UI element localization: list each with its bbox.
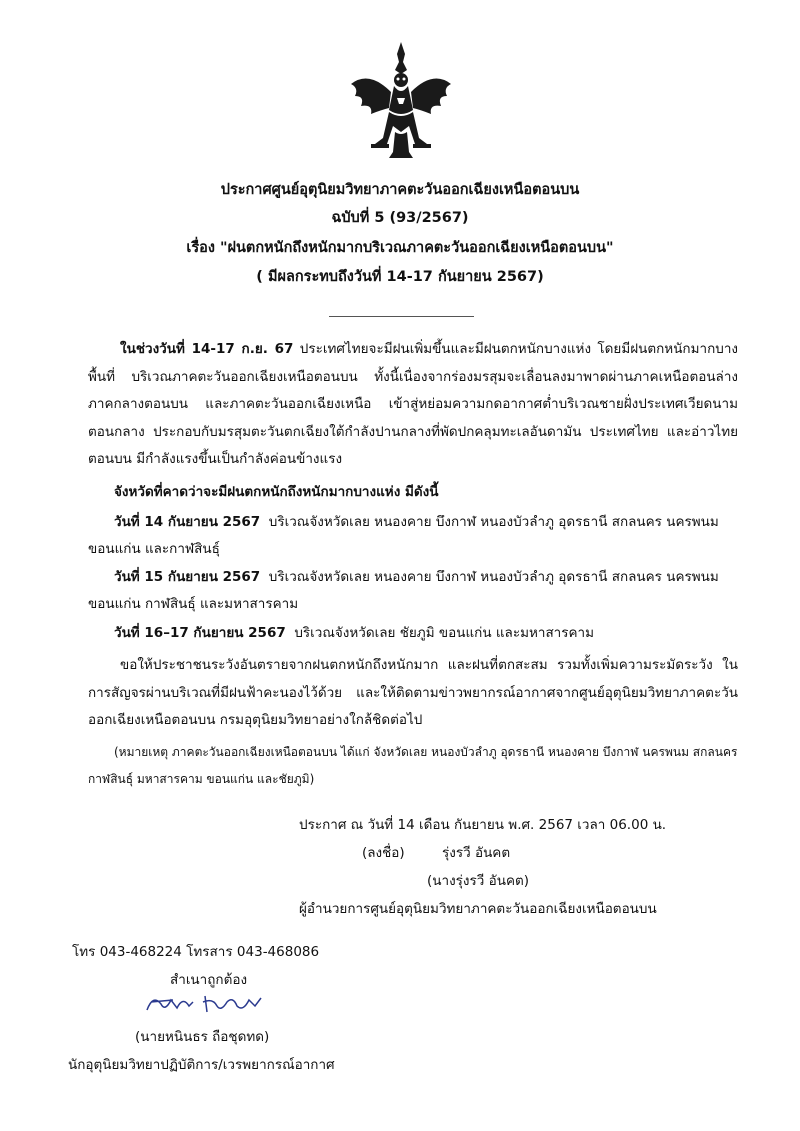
note-line-1: (หมายเหตุ ภาคตะวันออกเฉียงเหนือตอนบน ได้แก่ จังหวัดเลย หนองบัวลำภู อุดรธานี หนองคาย บึงกาฬ นครพนม สกลนคร (114, 745, 738, 759)
note-line-2: กาฬสินธุ์ มหาสารคาม ขอนแก่น และชัยภูมิ) (88, 772, 315, 786)
announcement-title: ประกาศศูนย์อุตุนิยมวิทยาภาคตะวันออกเฉียงเหนือตอนบน (220, 182, 580, 198)
provinces-heading: จังหวัดที่คาดว่าจะมีฝนตกหนักถึงหนักมากบางแห่ง มีดังนี้ (114, 484, 439, 500)
day-entry (114, 565, 719, 587)
day-date: วันที่ 15 กันยายน 2567 (114, 569, 261, 585)
signed-label: (ลงชื่อ) (362, 845, 405, 861)
certified-copy-label: สำเนาถูกต้อง (170, 972, 248, 988)
announcement-date: ประกาศ ณ วันที่ 14 เดือน กันยายน พ.ศ. 2567 เวลา 06.00 น. (299, 817, 667, 833)
subject-line: เรื่อง "ฝนตกหนักถึงหนักมากบริเวณภาคตะวันออกเฉียงเหนือตอนบน" (186, 240, 614, 256)
clerk-position: นักอุตุนิยมวิทยาปฏิบัติการ/เวรพยากรณ์อากาศ (68, 1057, 335, 1073)
day-entry (114, 510, 719, 532)
director-position: ผู้อำนวยการศูนย์อุตุนิยมวิทยาภาคตะวันออกเฉียงเหนือตอนบน (299, 901, 657, 917)
intro-text: ประเทศไทยจะมีฝนเพิ่มขึ้นและมีฝนตกหนักบางแห่ง โดยมีฝนตกหนักมากบางพื้นที่ บริเวณภาคตะวันออกเฉียงเหนือตอนบน ทั้งนี้เนื่องจากร่องมรสุมจะเลื่อนลงมาพาดผ่านภาคเหนือตอนล่าง ภาคกลางตอนบน และภาคตะวันออกเฉียงเหนือ เข้าสู่หย่อมความกดอากาศต่ำบริเวณชายฝั่งประเทศเวียดนามตอนกลาง ประกอบกับมรสุมตะวันตกเฉียงใต้กำลังปานกลางที่พัดปกคลุมทะเลอันดามัน ประเทศไทย และอ่าวไทยตอนบน มีกำลังแรงขึ้นเป็นกำลังค่อนข้างแรง (88, 341, 738, 467)
garuda-emblem-icon (345, 40, 457, 162)
signed-name: รุ่งรวี อันคต (442, 845, 511, 861)
day-date: วันที่ 14 กันยายน 2567 (114, 514, 261, 530)
intro-paragraph (88, 336, 738, 474)
effect-period: ( มีผลกระทบถึงวันที่ 14-17 กันยายน 2567) (256, 269, 544, 285)
issue-number: ฉบับที่ 5 (93/2567) (331, 210, 469, 226)
day-areas: บริเวณจังหวัดเลย ชัยภูมิ ขอนแก่น และมหาสารคาม (294, 625, 595, 641)
day-areas-cont: ขอนแก่น กาฬสินธุ์ และมหาสารคาม (88, 596, 299, 612)
intro-date: ในช่วงวันที่ 14-17 ก.ย. 67 (120, 341, 294, 357)
handwritten-signature (143, 990, 268, 1018)
day-areas: บริเวณจังหวัดเลย หนองคาย บึงกาฬ หนองบัวลำภู อุดรธานี สกลนคร นครพนม (268, 569, 719, 585)
contact-numbers: โทร 043-468224 โทรสาร 043-468086 (72, 944, 320, 960)
clerk-name: (นายหนินธร ถือชุดทด) (135, 1029, 270, 1045)
day-areas-cont: ขอนแก่น และกาฬสินธุ์ (88, 541, 220, 557)
day-date: วันที่ 16–17 กันยายน 2567 (114, 625, 286, 641)
advice-paragraph: ขอให้ประชาชนระวังอันตรายจากฝนตกหนักถึงหนักมาก และฝนที่ตกสะสม รวมทั้งเพิ่มความระมัดระวัง ในการสัญจรผ่านบริเวณที่มีฝนฟ้าคะนองไว้ด้วย และให้ติดตามข่าวพยากรณ์อากาศจากศูนย์อุตุนิยมวิทยาภาคตะวันออกเฉียงเหนือตอนบน กรมอุตุนิยมวิทยาอย่างใกล้ชิดต่อไป (88, 657, 738, 728)
day-entry (114, 621, 594, 643)
director-full-name: (นางรุ่งรวี อันคต) (427, 873, 530, 889)
title-divider (329, 316, 474, 317)
day-areas: บริเวณจังหวัดเลย หนองคาย บึงกาฬ หนองบัวลำภู อุดรธานี สกลนคร นครพนม (268, 514, 719, 530)
